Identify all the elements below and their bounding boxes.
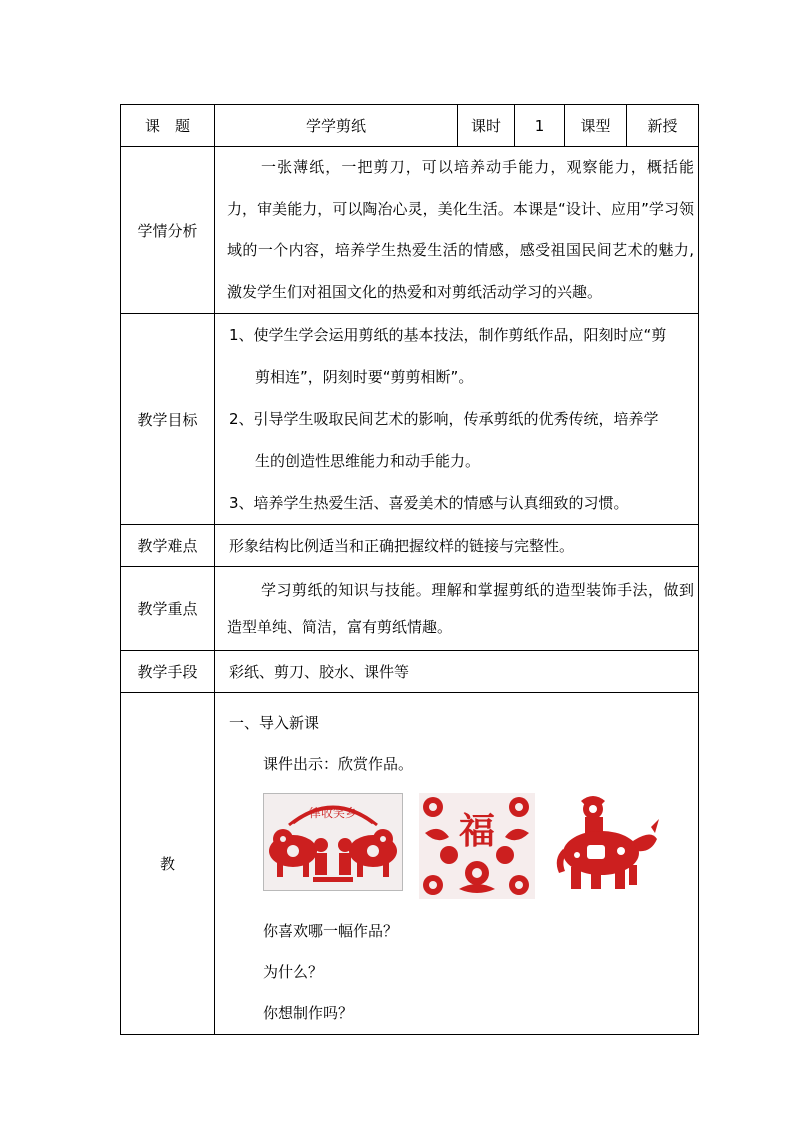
topic-value: 学学剪纸 — [215, 105, 458, 147]
difficulty-row — [121, 525, 699, 567]
question-line: 为什么？ — [263, 963, 324, 981]
goal-item-line: 1、使学生学会运用剪纸的基本技法，制作剪纸作品，阳刻时应“剪 — [229, 326, 667, 344]
teaching-cell — [215, 693, 699, 1035]
goal-item — [215, 398, 698, 482]
means-text: 彩纸、剪刀、胶水、课件等 — [229, 662, 410, 681]
analysis-text: 一张薄纸，一把剪刀，可以培养动手能力，观察能力，概括能力，审美能力，可以陶冶心灵，美化生活。本课是“设计、应用”学习领域的一个内容，培养学生热爱生活的情感，感受祖国民间艺术的魅力,激发学生们对祖国文化的热爱和对剪纸活动学习的兴趣。 — [227, 158, 694, 301]
goals-cell — [215, 314, 699, 525]
focus-row — [121, 567, 699, 651]
difficulty-cell — [215, 525, 699, 567]
goals-label: 教学目标 — [121, 314, 215, 525]
papercut-fu-char: 福 — [458, 810, 496, 852]
papercut-lions-image — [263, 793, 403, 891]
analysis-label: 学情分析 — [121, 147, 215, 314]
focus-label: 教学重点 — [121, 567, 215, 651]
papercut-fu-image — [419, 793, 535, 899]
difficulty-text: 形象结构比例适当和正确把握纹样的链接与完整性。 — [229, 536, 575, 555]
goals-row — [121, 314, 699, 525]
analysis-row — [121, 147, 699, 314]
show-text: 课件出示：欣赏作品。 — [263, 755, 414, 773]
goal-item — [215, 482, 698, 524]
focus-text: 学习剪纸的知识与技能。理解和掌握剪纸的造型装饰手法，做到造型单纯、简洁，富有剪纸情趣。 — [227, 580, 694, 636]
means-cell — [215, 651, 699, 693]
papercut-gallery — [229, 785, 698, 911]
goal-item-continuation: 剪相连”，阴刻时要“剪剪相断”。 — [255, 368, 474, 386]
lesson-plan-table — [120, 104, 699, 1035]
hours-value: 1 — [515, 105, 565, 147]
papercut-banner-text: 律收笑乡 — [308, 806, 358, 820]
focus-cell — [215, 567, 699, 651]
teaching-label: 教 — [121, 693, 215, 1035]
question-line: 你想制作吗？ — [263, 1004, 354, 1022]
difficulty-label: 教学难点 — [121, 525, 215, 567]
type-label: 课型 — [565, 105, 627, 147]
papercut-ox-image — [551, 793, 661, 893]
means-row — [121, 651, 699, 693]
analysis-cell — [215, 147, 699, 314]
means-label: 教学手段 — [121, 651, 215, 693]
goal-item-line: 3、培养学生热爱生活、喜爱美术的情感与认真细致的习惯。 — [229, 494, 629, 512]
section-title: 一、导入新课 — [229, 714, 320, 732]
type-value: 新授 — [627, 105, 699, 147]
topic-label: 课 题 — [121, 105, 215, 147]
question-line: 你喜欢哪一幅作品？ — [263, 922, 399, 940]
goal-item — [215, 314, 698, 398]
teaching-row — [121, 693, 699, 1035]
goal-item-line: 2、引导学生吸取民间艺术的影响，传承剪纸的优秀传统，培养学 — [229, 410, 659, 428]
header-row — [121, 105, 699, 147]
hours-label: 课时 — [458, 105, 515, 147]
goal-item-continuation: 生的创造性思维能力和动手能力。 — [255, 452, 481, 470]
